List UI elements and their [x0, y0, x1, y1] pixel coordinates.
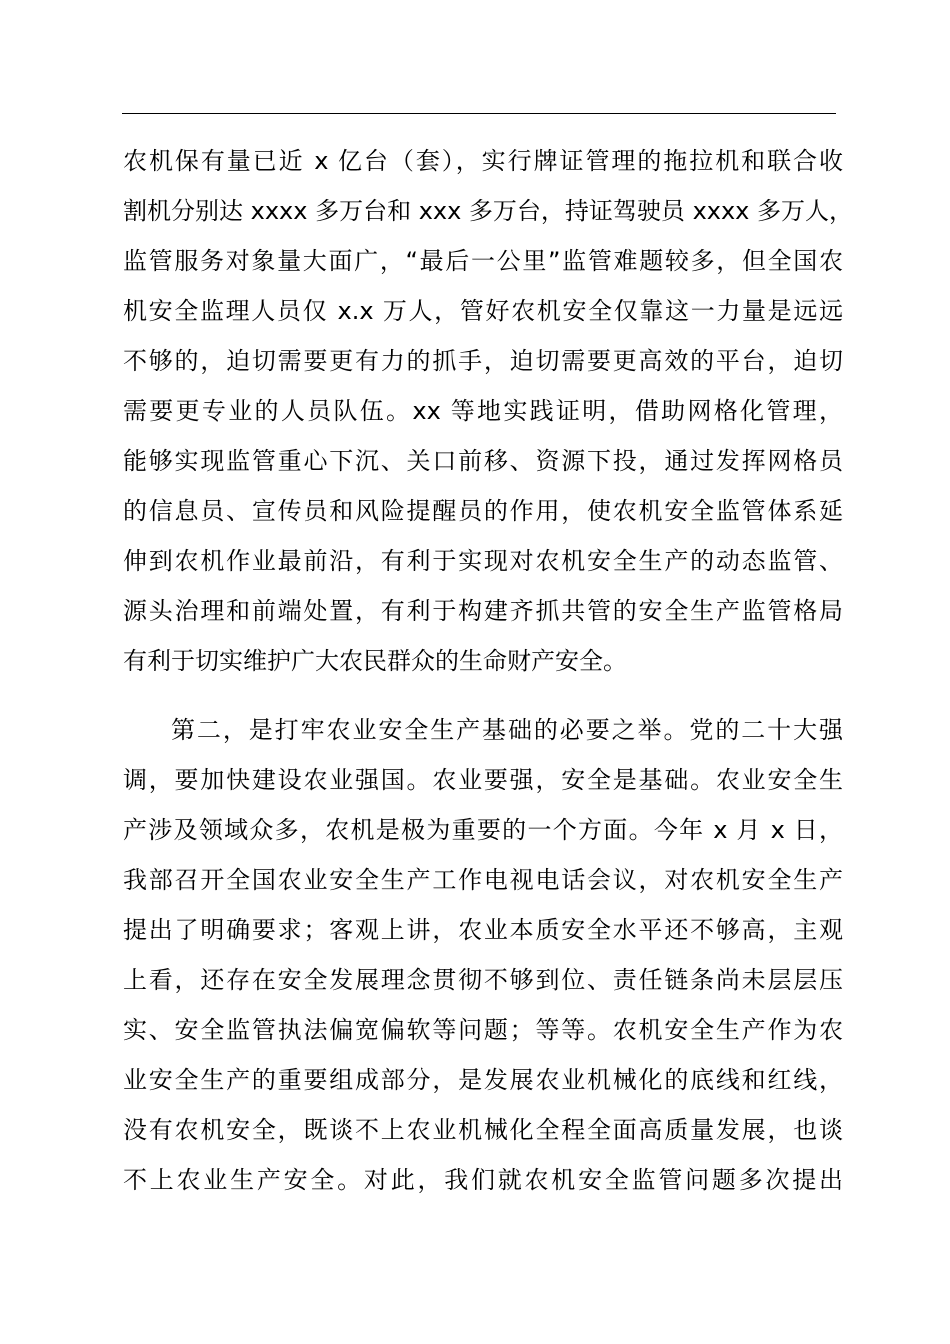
- text-line: 的信息员、宣传员和风险提醒员的作用，使农机安全监管体系延: [123, 497, 843, 525]
- text-line: 割机分别达 xxxx 多万台和 xxx 多万台，持证驾驶员 xxxx 多万人，: [123, 197, 854, 225]
- text-line: 实、安全监管执法偏宽偏软等问题；等等。农机安全生产作为农: [123, 1016, 843, 1044]
- text-line: 我部召开全国农业安全生产工作电视电话会议，对农机安全生产: [123, 866, 843, 894]
- text-line: 需要更专业的人员队伍。xx 等地实践证明，借助网格化管理，: [123, 397, 843, 425]
- paragraph-gap: [123, 686, 843, 705]
- text-line: 业安全生产的重要组成部分，是发展农业机械化的底线和红线，: [123, 1066, 843, 1094]
- text-line: 能够实现监管重心下沉、关口前移、资源下投，通过发挥网格员: [123, 447, 843, 475]
- text-line: 有利于切实维护广大农民群众的生命财产安全。: [123, 647, 627, 675]
- text-line: 没有农机安全，既谈不上农业机械化全程全面高质量发展，也谈: [123, 1116, 843, 1144]
- text-line: 伸到农机作业最前沿，有利于实现对农机安全生产的动态监管、: [123, 547, 843, 575]
- text-line: 提出了明确要求；客观上讲，农业本质安全水平还不够高，主观: [123, 916, 843, 944]
- text-line: 不上农业生产安全。对此，我们就农机安全监管问题多次提出: [123, 1166, 843, 1194]
- text-line: 上看，还存在安全发展理念贯彻不够到位、责任链条尚未层层压: [123, 966, 843, 994]
- body-text: [123, 136, 854, 1205]
- text-line: 不够的，迫切需要更有力的抓手，迫切需要更高效的平台，迫切: [123, 347, 843, 375]
- text-line: 监管服务对象量大面广，“最后一公里”监管难题较多，但全国农: [123, 247, 843, 275]
- text-line: 产涉及领域众多，农机是极为重要的一个方面。今年 x 月 x 日，: [123, 816, 843, 844]
- paragraph-1: [123, 136, 854, 686]
- text-line: 第二，是打牢农业安全生产基础的必要之举。党的二十大强: [171, 716, 843, 744]
- text-line: 源头治理和前端处置，有利于构建齐抓共管的安全生产监管格局: [123, 597, 843, 625]
- text-line: 机安全监理人员仅 x.x 万人，管好农机安全仅靠这一力量是远远: [123, 297, 843, 325]
- header-rule: [122, 113, 836, 114]
- text-line: 农机保有量已近 x 亿台（套），实行牌证管理的拖拉机和联合收: [123, 147, 843, 175]
- paragraph-2: [123, 705, 843, 1205]
- text-line: 调，要加快建设农业强国。农业要强，安全是基础。农业安全生: [123, 766, 843, 794]
